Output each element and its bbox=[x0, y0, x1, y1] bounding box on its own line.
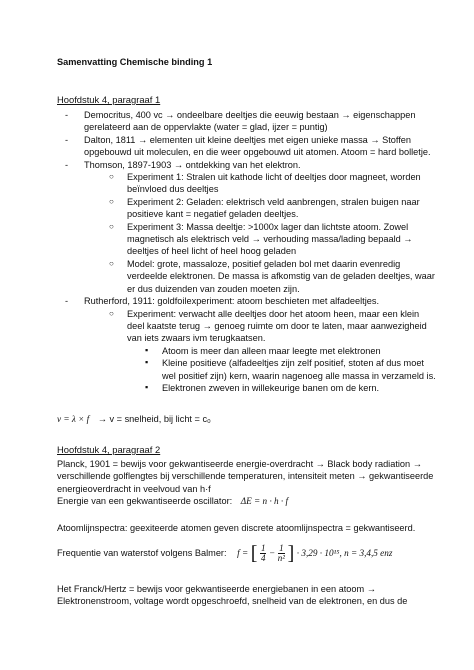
atom-spectra-line: Atoomlijnspectra: geexiteerde atomen geven discrete atoomlijnspectra = gekwantiseerd. bbox=[57, 523, 416, 533]
dash-marker: - bbox=[65, 110, 69, 120]
square-bullet-icon: ▪ bbox=[145, 357, 149, 368]
document-title: Samenvatting Chemische binding 1 bbox=[57, 57, 213, 67]
circle-bullet-icon: ○ bbox=[109, 308, 114, 318]
balmer-line bbox=[57, 542, 392, 564]
planck-paragraph: Planck, 1901 = bewijs voor gekwantiseerde energie-overdracht → Black body radiation → verschillende golflengtes bij verschillende temperaturen, intensiteit meten → gekwantiseerde energieoverdracht in veelvoud van h·f bbox=[57, 459, 434, 494]
energy-formula: ΔE = n · h · f bbox=[240, 496, 289, 506]
list-item-democritus bbox=[57, 109, 437, 134]
energy-line bbox=[57, 495, 288, 507]
thomson-sub-4: ○ Model: grote, massaloze, positief geladen bol met daarin evenredig verdeelde elektronen. De massa is afkomstig van de geladen deeltjes, waar er dus duizenden van zouden moeten zijn. bbox=[109, 258, 435, 294]
right-bracket-icon: ] bbox=[287, 542, 295, 565]
circle-bullet-icon: ○ bbox=[109, 258, 114, 268]
rutherford-bullet-1: ▪ Atoom is meer dan alleen maar leegte met elektronen bbox=[145, 344, 381, 356]
square-bullet-icon: ▪ bbox=[145, 344, 149, 355]
circle-bullet-icon: ○ bbox=[109, 172, 114, 182]
left-bracket-icon: [ bbox=[250, 542, 258, 565]
square-bullet-icon: ▪ bbox=[145, 381, 149, 392]
wave-formula: v = λ × f bbox=[57, 414, 90, 424]
circle-bullet-icon: ○ bbox=[109, 196, 114, 206]
item-text: Thomson, 1897-1903 → ontdekking van het elektron. bbox=[84, 159, 301, 170]
wave-formula-note: → v = snelheid, bij licht = c₀ bbox=[97, 414, 211, 424]
wave-formula-line bbox=[57, 413, 211, 425]
balmer-label: Frequentie van waterstof volgens Balmer: bbox=[57, 548, 227, 558]
dash-marker: - bbox=[65, 296, 69, 307]
section-heading-1: Hoofdstuk 4, paragraaf 1 bbox=[57, 94, 161, 105]
list-item-dalton bbox=[57, 134, 437, 159]
thomson-sub-2: ○ Experiment 2: Geladen: elektrisch veld aanbrengen, stralen buigen naar positieve kant = negatief geladen deeltjes. bbox=[109, 196, 420, 220]
minus-sign: − bbox=[269, 548, 276, 558]
fraction-2: $\frac{1}{\text{n²}}$ bbox=[277, 543, 285, 564]
thomson-sub-3: ○ Experiment 3: Massa deeltje: >1000x lager dan lichtste atoom. Zowel magnetisch als elektrisch veld → verhouding massa/lading bepaald → deeltjes of heel licht of heel hoog geladen bbox=[109, 221, 413, 257]
circle-bullet-icon: ○ bbox=[109, 221, 114, 231]
list-item-rutherford bbox=[57, 295, 437, 307]
balmer-f: f = bbox=[237, 548, 249, 558]
dash-marker: - bbox=[65, 134, 69, 145]
section-1-body bbox=[57, 109, 437, 394]
rutherford-sub: ○ Experiment: verwacht alle deeltjes door het atoom heen, maar een klein deel kaatste terug → genoeg ruimte om door te laten, maar aanwezigheid van iets zwaars ivm terugkaatsen. bbox=[109, 308, 427, 344]
rutherford-bullet-2: ▪ Kleine positieve (alfadeeltjes zijn zelf positief, stoten af dus moet wel positief zijn) kern, waarin nagenoeg alle massa in verzameld is. bbox=[145, 357, 436, 381]
list-item-thomson bbox=[57, 159, 437, 171]
item-text: Dalton, 1811 → elementen uit kleine deeltjes met eigen unieke massa → Stoffen opgebouwd uit moleculen, en die weer opgebouwd uit atomen. Atoom = hard bolletje. bbox=[84, 134, 431, 158]
fraction-1: $\frac{1}{4}$ bbox=[260, 543, 266, 564]
item-text: Democritus, 400 vc → ondeelbare deeltjes die eeuwig bestaan → eigenschappen gerelateerd aan de oppervlakte (water = glad, ijzer = puntig) bbox=[84, 110, 416, 133]
item-text: Rutherford, 1911: goldfoilexperiment: atoom beschieten met alfadeeltjes. bbox=[84, 296, 380, 307]
section-heading-2: Hoofdstuk 4, paragraaf 2 bbox=[57, 444, 161, 455]
dash-marker: - bbox=[65, 159, 69, 170]
balmer-tail: · 3,29 · 10¹⁵, n = 3,4,5 enz bbox=[296, 548, 393, 558]
franck-hertz-paragraph: Het Franck/Hertz = bewijs voor gekwantiseerde energiebanen in een atoom → Elektronenstroom, voltage wordt opgeschroefd, snelheid van de elektronen, en dus de bbox=[57, 584, 408, 607]
energy-label: Energie van een gekwantiseerde oscillator: bbox=[57, 496, 233, 506]
thomson-sub-1: ○ Experiment 1: Stralen uit kathode licht of deeltjes door magneet, worden beïnvloed dus deeltjes bbox=[109, 172, 421, 195]
rutherford-bullet-3: ▪ Elektronen zweven in willekeurige banen om de kern. bbox=[145, 381, 380, 393]
